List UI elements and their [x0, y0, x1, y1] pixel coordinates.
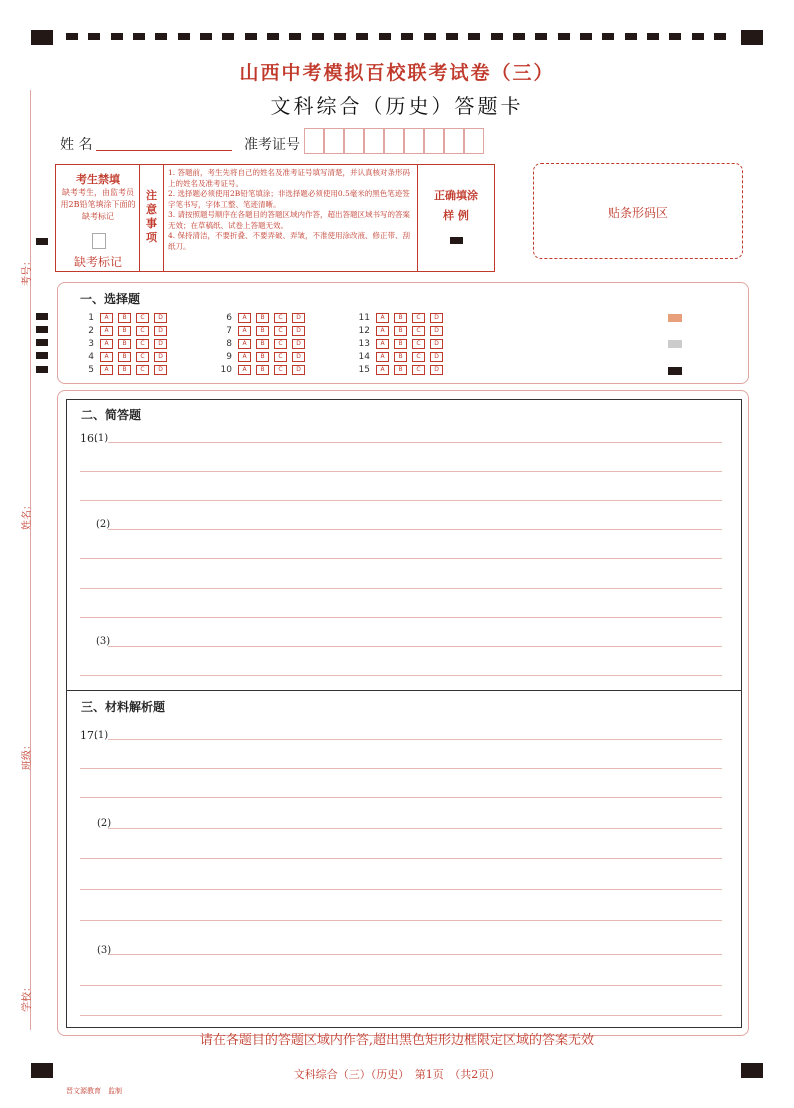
choice-question [218, 313, 310, 323]
notice-item: 2. 选择题必须使用2B铅笔填涂；非选择题必须使用0.5毫米的黑色笔迹签字笔书写，字体工整、笔迹清晰。 [168, 189, 410, 209]
answer-line[interactable] [80, 471, 722, 472]
sample-cell [418, 165, 494, 271]
option-bubble[interactable]: A [100, 313, 113, 323]
option-bubble[interactable]: B [256, 326, 269, 336]
answer-line[interactable] [108, 954, 722, 955]
question-number: 14 [358, 352, 370, 362]
timing-dash [200, 33, 212, 40]
choice-question [218, 352, 310, 362]
timing-dash [535, 33, 547, 40]
choice-question [356, 313, 448, 323]
choice-question [356, 339, 448, 349]
option-bubble[interactable]: A [238, 339, 251, 349]
answer-line[interactable] [80, 558, 722, 559]
notice-label-cell [140, 165, 164, 271]
option-bubble[interactable]: C [412, 313, 425, 323]
timing-dash [625, 33, 637, 40]
option-bubble[interactable]: D [154, 352, 167, 362]
option-bubble[interactable]: B [256, 365, 269, 375]
question-number: 11 [358, 313, 370, 323]
option-bubble[interactable]: D [292, 352, 305, 362]
question-number: 2 [88, 326, 94, 336]
option-bubble[interactable]: C [136, 313, 149, 323]
choice-question [80, 326, 172, 336]
absent-cell [56, 165, 140, 271]
absent-text: 缺考考生，由监考员用2B铅笔填涂下面的缺考标记 [60, 188, 136, 221]
option-bubble[interactable]: A [238, 365, 251, 375]
q16-part-1: (1) [94, 433, 109, 444]
option-bubble[interactable]: B [394, 339, 407, 349]
choice-question [80, 339, 172, 349]
page-subtitle: 文科综合（历史）答题卡 [270, 94, 524, 118]
option-bubble[interactable]: D [292, 339, 305, 349]
answer-line[interactable] [80, 985, 722, 986]
id-label: 准考证号 [244, 137, 300, 153]
question-number: 8 [226, 339, 232, 349]
timing-dash [155, 33, 167, 40]
timing-dash [647, 33, 659, 40]
q16-part-2: (2) [96, 519, 111, 530]
timing-dash [66, 33, 78, 40]
question-number: 6 [226, 313, 232, 323]
sample-sub: 样 例 [443, 209, 469, 222]
option-bubble[interactable]: C [136, 365, 149, 375]
sample-title: 正确填涂 [434, 189, 478, 202]
sample-orange-mark [668, 314, 682, 322]
answer-line[interactable] [108, 828, 722, 829]
question-number: 10 [220, 365, 232, 375]
option-bubble[interactable]: C [274, 365, 287, 375]
side-label-school: 学校： [22, 982, 33, 1012]
option-bubble[interactable]: A [376, 352, 389, 362]
q16-number: 16. [80, 432, 98, 445]
timing-mark [741, 30, 763, 45]
answer-line[interactable] [108, 442, 722, 443]
option-bubble[interactable]: B [394, 352, 407, 362]
option-bubble[interactable]: B [118, 326, 131, 336]
question-number: 12 [358, 326, 370, 336]
answer-line[interactable] [80, 588, 722, 589]
option-bubble[interactable]: A [238, 326, 251, 336]
answer-line[interactable] [80, 617, 722, 618]
option-bubble[interactable]: B [394, 313, 407, 323]
sample-gray-mark [668, 340, 682, 348]
option-bubble[interactable]: C [412, 352, 425, 362]
answer-line[interactable] [108, 739, 722, 740]
timing-dash [692, 33, 704, 40]
option-bubble[interactable]: D [154, 339, 167, 349]
option-bubble[interactable]: B [256, 352, 269, 362]
option-bubble[interactable]: B [256, 313, 269, 323]
option-bubble[interactable]: C [274, 339, 287, 349]
option-bubble[interactable]: B [118, 352, 131, 362]
choice-question [80, 352, 172, 362]
page-footer: 文科综合（三）（历史） 第1页 （共2页） [293, 1068, 501, 1081]
choice-section [57, 282, 749, 384]
option-bubble[interactable]: B [118, 365, 131, 375]
timing-dash [491, 33, 503, 40]
option-bubble[interactable]: C [412, 339, 425, 349]
question-number: 9 [226, 352, 232, 362]
choice-question [356, 365, 448, 375]
timing-mark [36, 352, 48, 359]
option-bubble[interactable]: A [238, 352, 251, 362]
notice-item: 4. 保持清洁，不要折叠、不要弄破、弄皱，不准使用涂改液、修正带、刮纸刀。 [168, 231, 411, 251]
option-bubble[interactable]: C [412, 365, 425, 375]
option-bubble[interactable]: A [376, 365, 389, 375]
choice-grid [80, 313, 540, 377]
choice-question [356, 326, 448, 336]
choice-question [218, 365, 310, 375]
notice-label: 注意事项 [146, 189, 157, 244]
side-label-name: 姓名： [22, 500, 33, 530]
timing-dash [356, 33, 368, 40]
page-title: 山西中考模拟百校联考试卷（三） [239, 62, 555, 84]
option-bubble[interactable]: A [100, 365, 113, 375]
choice-question [80, 313, 172, 323]
option-bubble[interactable]: C [136, 326, 149, 336]
option-bubble[interactable]: B [394, 365, 407, 375]
timing-dash [312, 33, 324, 40]
choice-question [356, 352, 448, 362]
option-bubble[interactable]: C [274, 352, 287, 362]
timing-dash-row [66, 33, 726, 41]
side-label-class: 班级： [22, 740, 33, 770]
option-bubble[interactable]: D [292, 313, 305, 323]
timing-dash [714, 33, 726, 40]
question-number: 5 [88, 365, 94, 375]
id-boxes[interactable] [304, 128, 484, 154]
timing-dash [111, 33, 123, 40]
notice-cell [164, 165, 418, 271]
name-field[interactable] [96, 150, 232, 151]
answer-line[interactable] [80, 675, 722, 676]
material-title: 三、材料解析题 [81, 700, 166, 714]
sample-mark [450, 237, 463, 244]
option-bubble[interactable]: A [100, 326, 113, 336]
timing-mark [31, 30, 53, 45]
timing-dash [379, 33, 391, 40]
absent-title: 考生禁填 [76, 173, 120, 186]
option-bubble[interactable]: C [274, 313, 287, 323]
answer-line[interactable] [80, 920, 722, 921]
timing-mark [36, 238, 48, 245]
choice-question [80, 365, 172, 375]
q16-part-3: (3) [96, 636, 111, 647]
answer-line[interactable] [108, 646, 722, 647]
option-bubble[interactable]: D [430, 365, 443, 375]
q17-part-2: (2) [97, 818, 112, 829]
timing-dash [424, 33, 436, 40]
question-number: 3 [88, 339, 94, 349]
q17-part-3: (3) [97, 945, 112, 956]
short-answer-title: 二、简答题 [81, 408, 142, 422]
timing-mark [36, 339, 48, 346]
info-table [55, 164, 495, 272]
answer-line[interactable] [80, 768, 722, 769]
name-label: 姓 名 [60, 137, 93, 153]
timing-dash [88, 33, 100, 40]
timing-mark [36, 313, 48, 320]
option-bubble[interactable]: A [238, 313, 251, 323]
timing-dash [267, 33, 279, 40]
footer-note: 请在各题目的答题区域内作答,超出黑色矩形边框限定区域的答案无效 [199, 1033, 595, 1048]
timing-dash [468, 33, 480, 40]
material-box [66, 690, 742, 1028]
option-bubble[interactable]: B [118, 339, 131, 349]
timing-dash [580, 33, 592, 40]
barcode-area [533, 163, 743, 259]
option-bubble[interactable]: D [430, 352, 443, 362]
timing-mark [36, 326, 48, 333]
option-bubble[interactable]: C [274, 326, 287, 336]
choice-question [218, 339, 310, 349]
answer-line[interactable] [80, 858, 722, 859]
question-number: 7 [226, 326, 232, 336]
absent-mark-label: 缺考标记 [73, 255, 122, 269]
option-bubble[interactable]: A [376, 339, 389, 349]
side-label-id: 考号： [22, 256, 33, 286]
timing-dash [222, 33, 234, 40]
timing-dash [401, 33, 413, 40]
binding-line [30, 90, 31, 1030]
option-bubble[interactable]: B [394, 326, 407, 336]
brand-label: 晋文源教育 监制 [66, 1087, 122, 1095]
timing-mark [36, 366, 48, 373]
question-number: 13 [358, 339, 370, 349]
barcode-label: 贴条形码区 [607, 206, 668, 220]
answer-line[interactable] [80, 500, 722, 501]
option-bubble[interactable]: D [154, 326, 167, 336]
option-bubble[interactable]: D [430, 326, 443, 336]
option-bubble[interactable]: C [136, 339, 149, 349]
question-number: 15 [358, 365, 370, 375]
option-bubble[interactable]: A [100, 352, 113, 362]
option-bubble[interactable]: D [292, 326, 305, 336]
option-bubble[interactable]: D [154, 313, 167, 323]
notice-item: 3. 请按照题号顺序在各题目的答题区域内作答，超出答题区域书写的答案无效；在草稿纸、试卷上答题无效。 [168, 210, 411, 230]
option-bubble[interactable]: D [154, 365, 167, 375]
option-bubble[interactable]: C [412, 326, 425, 336]
option-bubble[interactable]: D [430, 339, 443, 349]
option-bubble[interactable]: A [376, 326, 389, 336]
option-bubble[interactable]: D [430, 313, 443, 323]
timing-dash [513, 33, 525, 40]
absent-checkbox[interactable] [92, 233, 106, 249]
timing-dash [245, 33, 257, 40]
choice-question [218, 326, 310, 336]
question-number: 4 [88, 352, 94, 362]
timing-dash [133, 33, 145, 40]
timing-dash [669, 33, 681, 40]
timing-dash [602, 33, 614, 40]
option-bubble[interactable]: B [256, 339, 269, 349]
timing-dash [178, 33, 190, 40]
timing-dash [334, 33, 346, 40]
notice-list [168, 168, 412, 252]
notice-item: 1. 答题前，考生先将自己的姓名及准考证号填写清楚，并认真核对条形码上的姓名及准考证号。 [168, 168, 411, 188]
answer-line[interactable] [108, 529, 722, 530]
answer-line[interactable] [80, 1015, 722, 1016]
question-number: 1 [88, 313, 94, 323]
answer-line[interactable] [80, 797, 722, 798]
q17-number: 17. [80, 729, 98, 742]
option-bubble[interactable]: D [292, 365, 305, 375]
option-bubble[interactable]: B [118, 313, 131, 323]
timing-dash [289, 33, 301, 40]
option-bubble[interactable]: C [136, 352, 149, 362]
timing-dash [558, 33, 570, 40]
option-bubble[interactable]: A [100, 339, 113, 349]
answer-line[interactable] [80, 889, 722, 890]
timing-dash [446, 33, 458, 40]
q17-part-1: (1) [94, 730, 109, 741]
choice-title: 一、选择题 [80, 292, 141, 306]
option-bubble[interactable]: A [376, 313, 389, 323]
sample-black-mark [668, 367, 682, 375]
